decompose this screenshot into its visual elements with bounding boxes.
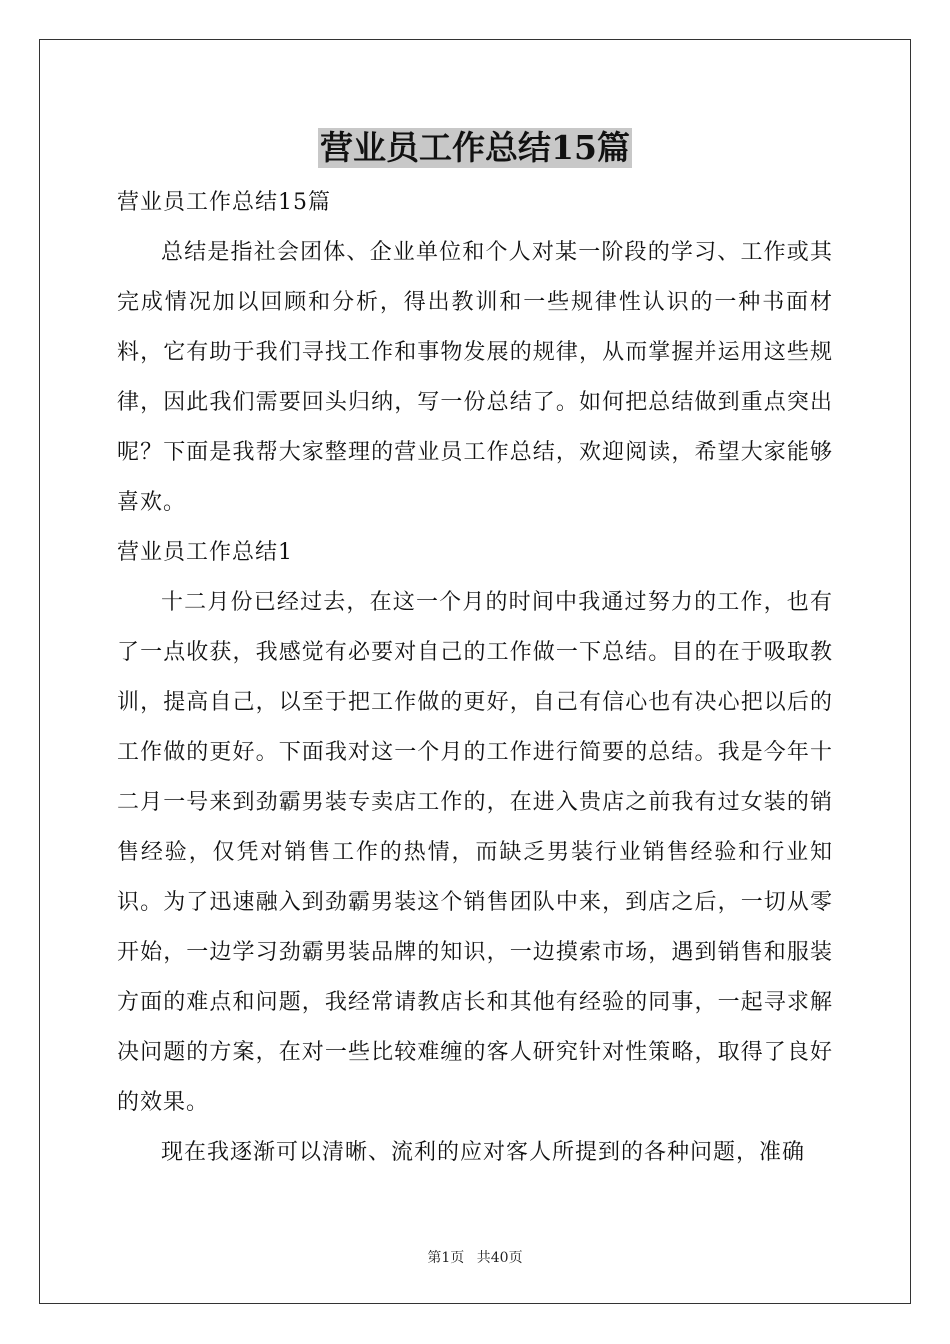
page-total: 共40页 <box>476 1250 523 1266</box>
document-body <box>117 178 833 1178</box>
document-title: 营业员工作总结15篇 <box>320 128 630 167</box>
section-heading: 营业员工作总结1 <box>117 540 293 565</box>
body-paragraph: 十二月份已经过去，在这一个月的时间中我通过努力的工作，也有了一点收获，我感觉有必要对自己的工作做一下总结。目的在于吸取教训，提高自己，以至于把工作做的更好，自己有信心也有决心把以后的工作做的更好。下面我对这一个月的工作进行简要的总结。我是今年十二月一号来到劲霸男装专卖店工作的，在进入贵店之前我有过女装的销售经验，仅凭对销售工作的热情，而缺乏男装行业销售经验和行业知识。为了迅速融入到劲霸男装这个销售团队中来，到店之后，一切从零开始，一边学习劲霸男装品牌的知识，一边摸索市场，遇到销售和服装方面的难点和问题，我经常请教店长和其他有经验的同事，一起寻求解决问题的方案，在对一些比较难缠的客人研究针对性策略，取得了良好的效果。 <box>117 590 833 1115</box>
page-footer <box>0 1247 950 1267</box>
body-paragraph: 现在我逐渐可以清晰、流利的应对客人所提到的各种问题，准确 <box>161 1140 806 1165</box>
page-number: 第1页 <box>427 1250 465 1266</box>
title-container <box>0 128 950 168</box>
section-heading: 营业员工作总结15篇 <box>117 190 331 215</box>
body-paragraph: 总结是指社会团体、企业单位和个人对某一阶段的学习、工作或其完成情况加以回顾和分析，得出教训和一些规律性认识的一种书面材料，它有助于我们寻找工作和事物发展的规律，从而掌握并运用这些规律，因此我们需要回头归纳，写一份总结了。如何把总结做到重点突出呢？下面是我帮大家整理的营业员工作总结，欢迎阅读，希望大家能够喜欢。 <box>117 240 833 515</box>
